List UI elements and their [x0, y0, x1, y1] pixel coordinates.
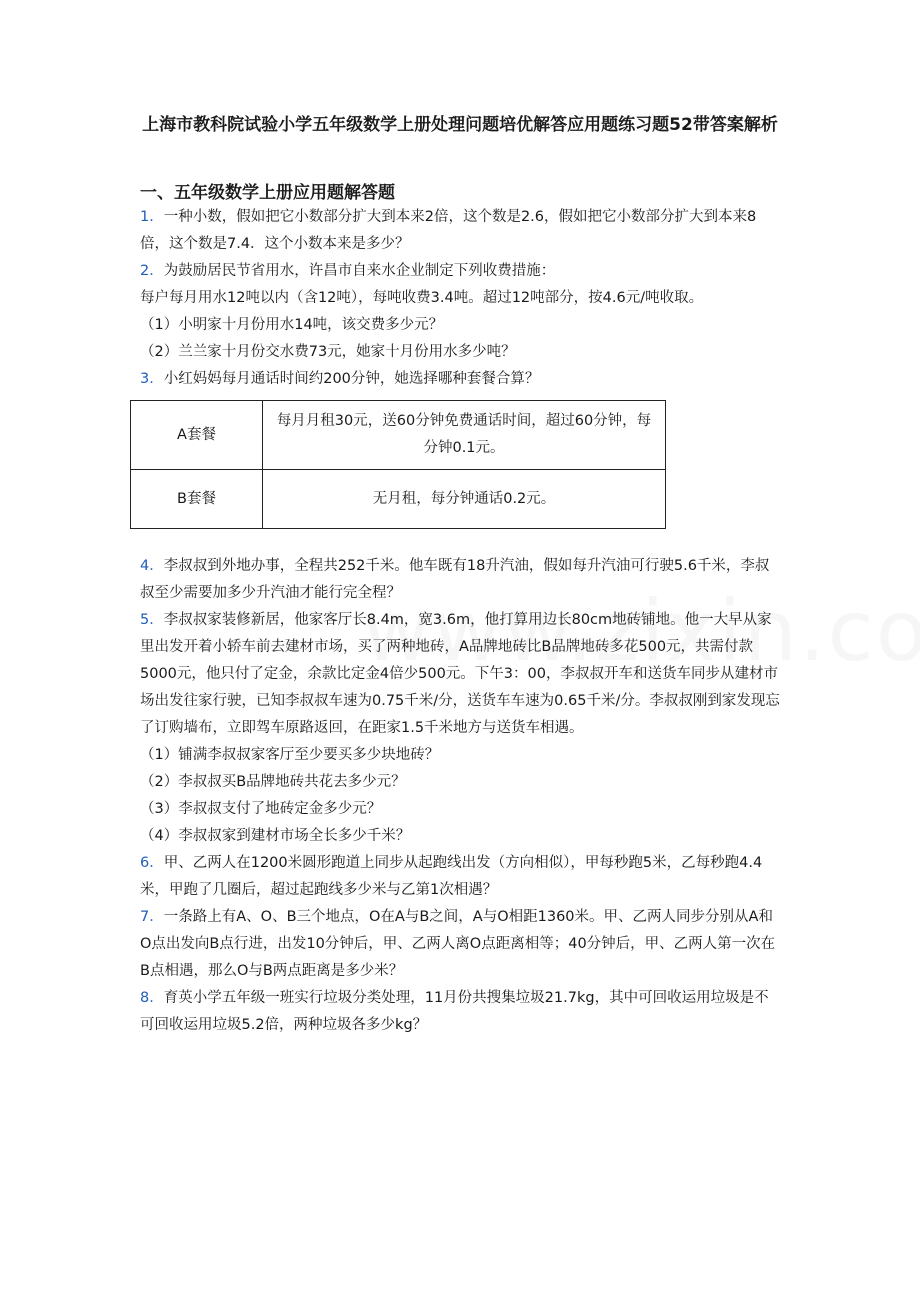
question-text: 李叔叔到外地办事，全程共252千米。他车既有18升汽油，假如每升汽油可行驶5.6千米，李叔叔至少需要加多少升汽油才能行完全程？ [140, 558, 770, 601]
question-text: 为鼓励居民节省用水，许昌市自来水企业制定下列收费措施： [163, 263, 556, 279]
question-2-sub-1: （1）小明家十月份用水14吨，该交费多少元？ [140, 317, 444, 333]
question-3 [140, 366, 780, 393]
question-5-sub-2: （2）李叔叔买B品牌地砖共花去多少元？ [140, 774, 406, 790]
question-2-sub-2: （2）兰兰家十月份交水费73元，她家十月份用水多少吨？ [140, 344, 516, 360]
question-2-rule: 每户每月用水12吨以内（含12吨），每吨收费3.4吨。超过12吨部分，按4.6元/吨收取。 [140, 290, 704, 306]
plan-desc-cell: 无月租，每分钟通话0.2元。 [263, 470, 666, 529]
plan-desc-cell: 每月月租30元，送60分钟免费通话时间，超过60分钟，每分钟0.1元。 [263, 401, 666, 470]
question-5 [140, 607, 780, 742]
question-7 [140, 904, 780, 985]
question-5-sub-4: （4）李叔叔家到建材市场全长多少千米？ [140, 828, 411, 844]
question-number: 5． [140, 612, 164, 628]
plan-name-cell: B套餐 [131, 470, 263, 529]
question-4 [140, 553, 780, 607]
question-number: 6． [140, 855, 164, 871]
question-text: 甲、乙两人在1200米圆形跑道上同步从起跑线出发（方向相似），甲每秒跑5米，乙每秒跑4.4米，甲跑了几圈后，超过起跑线多少米与乙第1次相遇？ [140, 855, 763, 898]
question-text: 小红妈妈每月通话时间约200分钟，她选择哪种套餐合算？ [163, 371, 540, 387]
question-2 [140, 258, 780, 285]
question-1 [140, 204, 780, 258]
question-number: 7． [140, 909, 164, 925]
question-6 [140, 850, 780, 904]
question-text: 育英小学五年级一班实行垃圾分类处理，11月份共搜集垃圾21.7kg，其中可回收运用垃圾是不可回收运用垃圾5.2倍，两种垃圾各多少kg？ [140, 990, 769, 1033]
question-number: 8． [140, 990, 164, 1006]
table-row [131, 470, 666, 529]
question-number: 4． [140, 558, 164, 574]
question-text: 李叔叔家装修新居，他家客厅长8.4m，宽3.6m，他打算用边长80cm地砖铺地。他一大早从家里出发开着小轿车前去建材市场，买了两种地砖，A品牌地砖比B品牌地砖多花500元，共需付款5000元，他只付了定金，余款比定金4倍少500元。下午3：00，李叔叔开车和送货车同步从建材市场出发往家行驶，已知李叔叔车速为0.75千米/分，送货车车速为0.65千米/分。李叔叔刚到家发现忘了订购墙布，立即驾车原路返回，在距家1.5千米地方与送货车相遇。 [140, 612, 780, 736]
question-5-sub-1: （1）铺满李叔叔家客厅至少要买多少块地砖？ [140, 747, 440, 763]
section-heading: 一、五年级数学上册应用题解答题 [140, 183, 395, 203]
question-number: 3． [140, 371, 164, 387]
question-text: 一种小数，假如把它小数部分扩大到本来2倍，这个数是2.6，假如把它小数部分扩大到本来8倍，这个数是7.4．这个小数本来是多少？ [140, 209, 757, 252]
document-title: 上海市教科院试验小学五年级数学上册处理问题培优解答应用题练习题52带答案解析 [142, 115, 778, 135]
plan-table [130, 400, 666, 529]
plan-name-cell: A套餐 [131, 401, 263, 470]
question-number: 2． [140, 263, 164, 279]
table-row [131, 401, 666, 470]
question-text: 一条路上有A、O、B三个地点，O在A与B之间，A与O相距1360米。甲、乙两人同步分别从A和O点出发向B点行进，出发10分钟后，甲、乙两人离O点距离相等；40分钟后，甲、乙两人第一次在B点相遇，那么O与B两点距离是多少米？ [140, 909, 776, 979]
question-number: 1． [140, 209, 164, 225]
question-5-sub-3: （3）李叔叔支付了地砖定金多少元？ [140, 801, 382, 817]
question-8 [140, 985, 780, 1039]
question-list [140, 204, 780, 1039]
